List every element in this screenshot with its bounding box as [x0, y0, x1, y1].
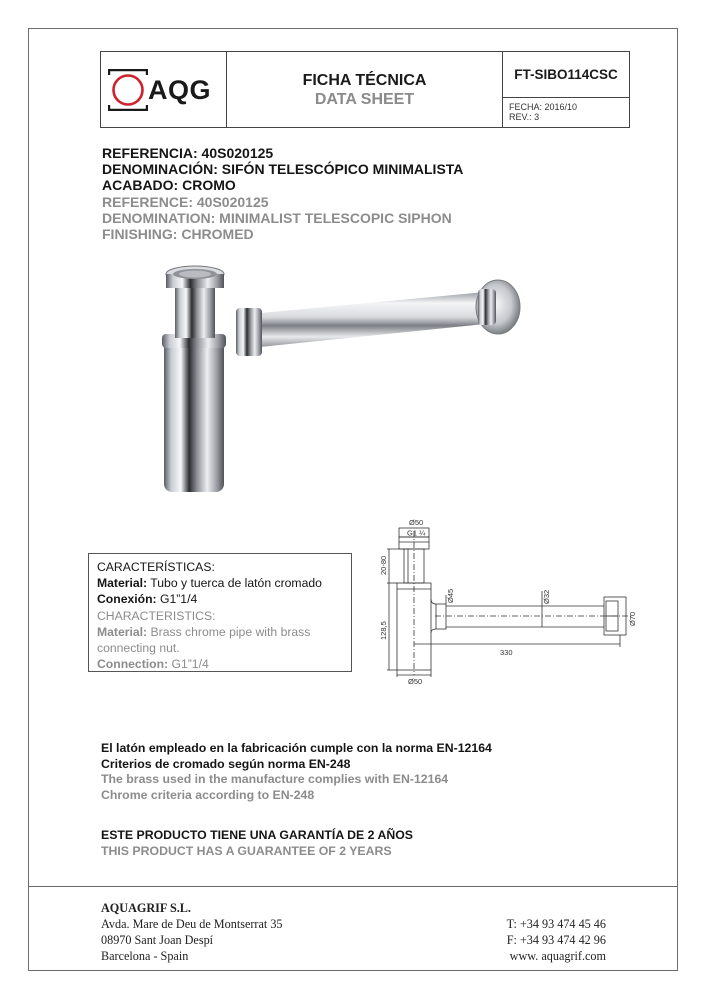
denomination-es: DENOMINACIÓN: SIFÓN TELESCÓPICO MINIMALISTA — [102, 161, 464, 178]
dim-outlet-diameter: Ø45 — [446, 588, 455, 603]
guarantee-en: THIS PRODUCT HAS A GUARANTEE OF 2 YEARS — [101, 844, 392, 858]
norm-brass-en: The brass used in the manufacture complies with EN-12164 — [101, 772, 449, 787]
website-link[interactable]: www. aquagrif.com — [509, 949, 606, 963]
connection-en — [97, 656, 343, 672]
dim-thread: G1 ¼ — [407, 528, 426, 538]
title-en: DATA SHEET — [314, 90, 415, 108]
fax: F: +34 93 474 42 96 — [506, 933, 606, 947]
connection-label-en: Connection: — [97, 657, 169, 672]
logo-cell — [101, 52, 227, 127]
connection-label-es: Conexión: — [97, 592, 157, 607]
dim-body-height: 128,5 — [379, 621, 388, 640]
aqg-logo-icon — [108, 69, 148, 111]
product-identification — [102, 145, 463, 242]
denomination-en: DENOMINATION: MINIMALIST TELESCOPIC SIPHON — [102, 209, 452, 226]
connection-value-es: G1”1/4 — [156, 592, 198, 607]
guarantee-section — [101, 827, 413, 859]
connection-value-en: G1”1/4 — [168, 657, 209, 672]
document-revision: REV.: 3 — [509, 112, 540, 122]
reference-es: REFERENCIA: 40S020125 — [102, 145, 274, 161]
dim-adjust-height: 20-80 — [379, 555, 388, 575]
material-label-es: Material: — [97, 576, 148, 591]
norm-chrome-en: Chrome criteria according to EN-248 — [101, 787, 315, 802]
footer-address — [101, 900, 283, 964]
dim-pipe-diameter: Ø32 — [542, 589, 551, 604]
logo-text: AQG — [148, 75, 212, 105]
material-en — [97, 624, 343, 656]
dim-top-diameter: Ø50 — [409, 518, 424, 527]
characteristics-box — [88, 553, 352, 672]
address-line-3: Barcelona - Spain — [101, 949, 189, 963]
dim-bottom-diameter: Ø50 — [408, 677, 423, 685]
phone: T: +34 93 474 45 46 — [506, 917, 606, 931]
document-date: FECHA: 2016/10 — [509, 102, 578, 112]
material-value-es: Tubo y tuerca de latón cromado — [147, 576, 322, 591]
document-meta — [503, 98, 629, 127]
reference-en: REFERENCE: 40S020125 — [102, 193, 269, 210]
address-line-2: 08970 Sant Joan Despí — [101, 933, 214, 947]
characteristics-title-en: CHARACTERISTICS: — [97, 608, 216, 623]
finishing-en: FINISHING: CHROMED — [102, 226, 254, 243]
material-label-en: Material: — [97, 624, 148, 639]
title-es: FICHA TÉCNICA — [302, 71, 427, 89]
dim-flange-diameter: Ø70 — [628, 611, 637, 626]
norms-section — [101, 741, 492, 803]
dim-pipe-length: 330 — [500, 648, 513, 657]
footer-divider — [28, 886, 678, 887]
norm-chrome-es: Criterios de cromado según norma EN-248 — [101, 756, 351, 771]
guarantee-es: ESTE PRODUCTO TIENE UNA GARANTÍA DE 2 AÑOS — [101, 828, 414, 842]
product-photo — [140, 262, 540, 502]
norm-brass-es: El latón empleado en la fabricación cumple con la norma EN-12164 — [101, 741, 492, 755]
company-name: AQUAGRIF S.L. — [101, 901, 191, 915]
address-line-1: Avda. Mare de Deu de Montserrat 35 — [101, 917, 283, 931]
title-cell — [227, 52, 503, 127]
material-value-en: Brass chrome pipe with brass connecting nut. — [97, 624, 311, 656]
characteristics-title-es: CARACTERÍSTICAS: — [97, 560, 215, 574]
material-es — [97, 575, 343, 591]
document-code: FT-SIBO114CSC — [503, 52, 629, 98]
connection-es — [97, 591, 343, 607]
reference-cell — [503, 52, 629, 127]
header-table — [100, 51, 630, 128]
footer-contact — [507, 916, 606, 964]
technical-drawing — [375, 515, 640, 685]
finishing-es: ACABADO: CROMO — [102, 177, 236, 194]
